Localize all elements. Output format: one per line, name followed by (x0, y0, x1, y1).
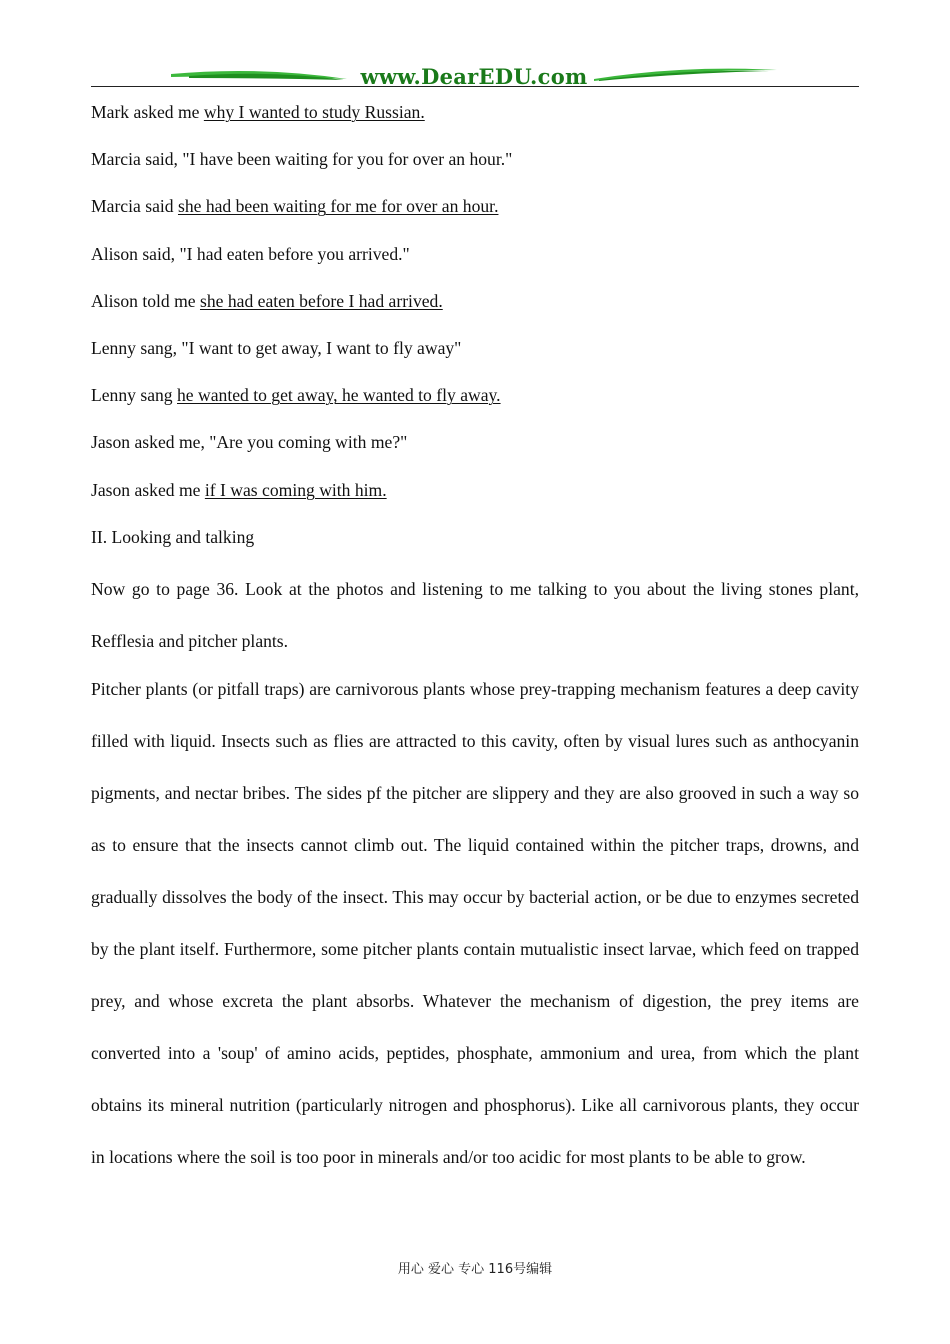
sentence-line (91, 427, 859, 474)
document-body (91, 97, 859, 1183)
sentence-line (91, 191, 859, 238)
logo-text: www.DearEDU.com (360, 64, 588, 89)
sentence-line (91, 144, 859, 191)
sentence-text: Marcia said (91, 196, 178, 217)
answer-underlined: she had been waiting for me for over an hour. (177, 196, 499, 217)
dearedu-logo (169, 62, 779, 90)
intro-paragraph: Now go to page 36. Look at the photos and listening to me talking to you about the living stones plant, Refflesia and pitcher plants. (91, 578, 859, 651)
sentence-text: Lenny sang (91, 385, 177, 406)
sentence-line (91, 380, 859, 427)
sentence-line (91, 333, 859, 380)
section-heading: II. Looking and talking (91, 526, 255, 547)
answer-underlined: she had eaten before I had arrived. (199, 290, 443, 311)
sentence-text: Marcia said, "I have been waiting for you for over an hour." (91, 149, 513, 170)
sentence-text: Lenny sang, "I want to get away, I want to fly away" (91, 337, 462, 358)
sentence-line (91, 475, 859, 522)
sentence-text: Alison told me (91, 290, 200, 311)
sentence-line (91, 239, 859, 286)
sentence-text: Alison said, "I had eaten before you arrived." (91, 243, 410, 264)
answer-underlined: why I wanted to study Russian. (203, 102, 425, 122)
answer-underlined: he wanted to get away, he wanted to fly away. (177, 385, 501, 406)
pitcher-plants-paragraph: Pitcher plants (or pitfall traps) are carnivorous plants whose prey-trapping mechanism features a deep cavity filled with liquid. Insects such as flies are attracted to this cavity, often by visual lures such as anthocyanin pigments, and nectar bribes. The sides pf the pitcher are slippery and they are also grooved in such a way so as to ensure that the insects cannot climb out. The liquid contained within the pitcher traps, drowns, and gradually dissolves the body of the insect. This may occur by bacterial action, or be due to enzymes secreted by the plant itself. Furthermore, some pitcher plants contain mutualistic insect larvae, which feed on trapped prey, and whose excreta the plant absorbs. Whatever the mechanism of digestion, the prey items are converted into a 'soup' of amino acids, peptides, phosphate, ammonium and urea, from which the plant obtains its mineral nutrition (particularly nitrogen and phosphorus). Like all carnivorous plants, they occur in locations where the soil is too poor in minerals and/or too acidic for most plants to be able to grow. (91, 678, 859, 1167)
sentence-text: Jason asked me (91, 479, 205, 500)
sentence-text: Mark asked me (91, 102, 204, 122)
answer-underlined: if I was coming with him. (204, 479, 387, 500)
page-header (91, 60, 859, 90)
sentence-text: Jason asked me, "Are you coming with me?" (91, 432, 408, 453)
sentence-line (91, 97, 859, 144)
sentence-line (91, 286, 859, 333)
page-footer: 用心 爱心 专心 116号编辑 (397, 1262, 553, 1277)
